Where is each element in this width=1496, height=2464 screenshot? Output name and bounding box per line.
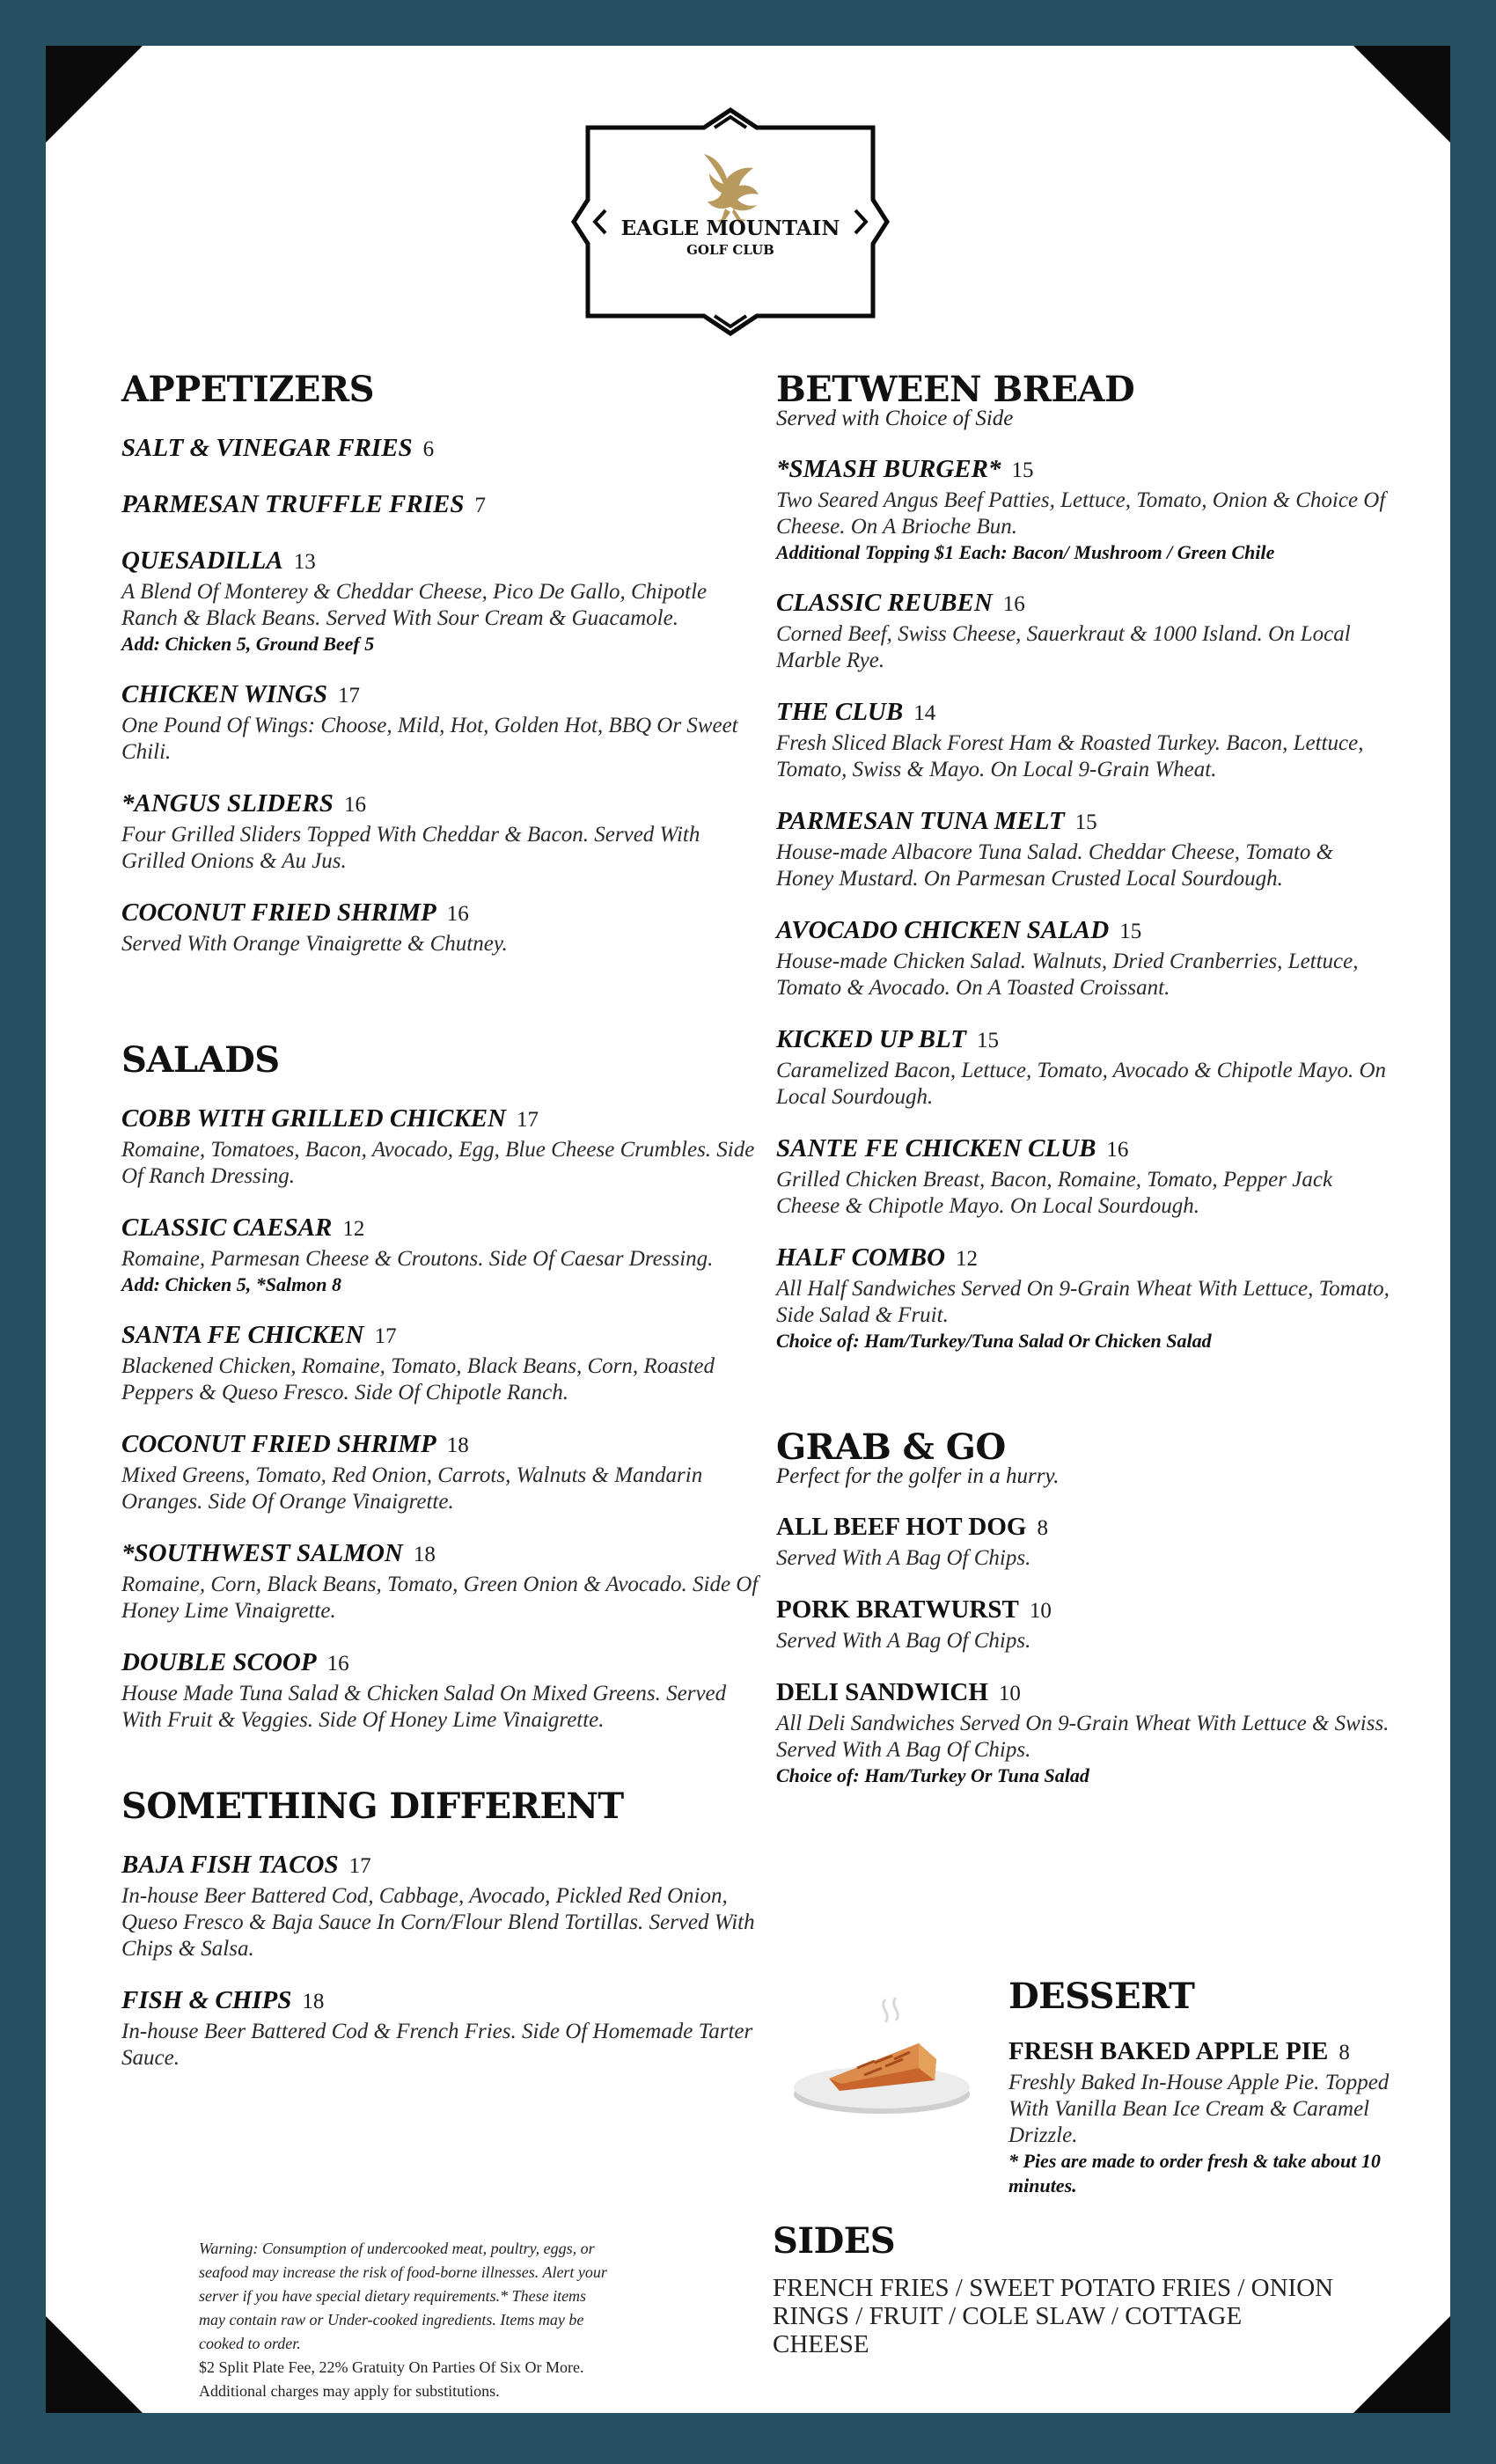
item-description: Served With A Bag Of Chips.: [776, 1546, 1031, 1570]
fee-text: $2 Split Plate Fee, 22% Gratuity On Parties Of Six Or More. Additional charges may apply for substitutions.: [199, 2358, 584, 2400]
club-logo: [554, 103, 906, 341]
item-name: PORK BRATWURST: [776, 1595, 1019, 1624]
item-name: *ANGUS SLIDERS: [121, 789, 334, 818]
item-description: Caramelized Bacon, Lettuce, Tomato, Avocado & Chipotle Mayo. On Local Sourdough.: [776, 1059, 1386, 1109]
item-description: A Blend Of Monterey & Cheddar Cheese, Pico De Gallo, Chipotle Ranch & Black Beans. Served With Sour Cream & Guacamole.: [121, 580, 708, 630]
item-description: All Half Sandwiches Served On 9-Grain Wheat With Lettuce, Tomato, Side Salad & Fruit.: [776, 1277, 1390, 1327]
item-name: *SMASH BURGER*: [776, 455, 1001, 483]
appetizers-section: [121, 370, 759, 957]
item-description: Corned Beef, Swiss Cheese, Sauerkraut & 1000 Island. On Local Marble Rye.: [776, 622, 1351, 672]
between-bread-section: [776, 370, 1392, 1353]
corner-decoration: [1353, 46, 1450, 143]
section-subtitle: Served with Choice of Side: [776, 407, 1014, 430]
item-price: 10: [998, 1682, 1021, 1705]
menu-item: [776, 1677, 1392, 1788]
item-note: Additional Topping $1 Each: Bacon/ Mushroom / Green Chile: [776, 541, 1275, 563]
item-name: PARMESAN TRUFFLE FRIES: [121, 490, 465, 518]
item-name: AVOCADO CHICKEN SALAD: [776, 916, 1110, 944]
section-title: SALADS: [121, 1039, 280, 1081]
item-price: 15: [976, 1029, 999, 1052]
menu-item: [776, 915, 1392, 1001]
item-note: Choice of: Ham/Turkey/Tuna Salad Or Chicken Salad: [776, 1330, 1212, 1352]
menu-item: [121, 1647, 759, 1734]
item-name: THE CLUB: [776, 698, 904, 726]
item-description: House Made Tuna Salad & Chicken Salad On Mixed Greens. Served With Fruit & Veggies. Side Of Honey Lime Vinaigrette.: [121, 1682, 727, 1732]
section-title: SIDES: [773, 2220, 896, 2262]
item-price: 10: [1029, 1599, 1052, 1623]
item-description: All Deli Sandwiches Served On 9-Grain Wheat With Lettuce & Swiss. Served With A Bag Of Chips.: [776, 1712, 1390, 1762]
item-note: Choice of: Ham/Turkey Or Tuna Salad: [776, 1764, 1089, 1786]
item-price: 16: [343, 793, 366, 817]
section-title: SOMETHING DIFFERENT: [121, 1786, 624, 1827]
menu-item: [776, 1243, 1392, 1353]
menu-item: [776, 697, 1392, 783]
item-name: BAJA FISH TACOS: [121, 1851, 339, 1879]
item-description: One Pound Of Wings: Choose, Mild, Hot, Golden Hot, BBQ Or Sweet Chili.: [121, 714, 738, 764]
menu-item: [776, 454, 1392, 565]
item-price: 17: [374, 1324, 397, 1348]
item-price: 15: [1011, 458, 1034, 482]
section-subtitle: Perfect for the golfer in a hurry.: [776, 1464, 1060, 1488]
corner-decoration: [46, 2316, 143, 2413]
item-description: Served With Orange Vinaigrette & Chutney.: [121, 932, 508, 956]
item-note: * Pies are made to order fresh & take about 10 minutes.: [1008, 2150, 1381, 2196]
item-price: 18: [302, 1990, 325, 2013]
item-note: Add: Chicken 5, Ground Beef 5: [121, 633, 375, 655]
menu-item: [121, 1104, 759, 1190]
item-description: Four Grilled Sliders Topped With Cheddar & Bacon. Served With Grilled Onions & Au Jus.: [121, 823, 700, 873]
menu-item: [121, 788, 759, 875]
menu-item: [121, 679, 759, 766]
item-description: Fresh Sliced Black Forest Ham & Roasted Turkey. Bacon, Lettuce, Tomato, Swiss & Mayo. On Local 9-Grain Wheat.: [776, 731, 1364, 781]
item-description: Freshly Baked In-House Apple Pie. Topped With Vanilla Bean Ice Cream & Caramel Drizzle.: [1008, 2071, 1390, 2147]
section-title: DESSERT: [1008, 1976, 1195, 2017]
menu-item: [1008, 2036, 1396, 2198]
item-description: In-house Beer Battered Cod & French Fries. Side Of Homemade Tarter Sauce.: [121, 2020, 753, 2070]
menu-item: [121, 1538, 759, 1624]
menu-item: [121, 1213, 759, 1297]
item-name: FISH & CHIPS: [121, 1986, 292, 2014]
dessert-section: [1008, 1976, 1396, 2198]
item-description: In-house Beer Battered Cod, Cabbage, Avocado, Pickled Red Onion, Queso Fresco & Baja Sauce In Corn/Flour Blend Tortillas. Served With Chips & Salsa.: [121, 1884, 755, 1961]
salads-section: [121, 1040, 759, 1734]
item-price: 12: [342, 1217, 365, 1241]
menu-item: [121, 898, 759, 957]
item-name: SALT & VINEGAR FRIES: [121, 434, 413, 462]
menu-item: [121, 1429, 759, 1515]
item-description: Mixed Greens, Tomato, Red Onion, Carrots, Walnuts & Mandarin Oranges. Side Of Orange Vinaigrette.: [121, 1463, 703, 1514]
left-column: [121, 370, 759, 2072]
item-price: 18: [446, 1434, 469, 1457]
item-price: 8: [1338, 2041, 1350, 2064]
item-price: 17: [337, 684, 360, 708]
item-description: Grilled Chicken Breast, Bacon, Romaine, Tomato, Pepper Jack Cheese & Chipotle Mayo. On Local Sourdough.: [776, 1168, 1333, 1218]
item-price: 13: [293, 550, 316, 574]
menu-item: [776, 1512, 1392, 1572]
menu-item: [121, 1850, 759, 1962]
menu-item: [121, 489, 759, 523]
item-name: *SOUTHWEST SALMON: [121, 1539, 403, 1567]
section-title: APPETIZERS: [121, 369, 374, 410]
item-description: Blackened Chicken, Romaine, Tomato, Black Beans, Corn, Roasted Peppers & Queso Fresco. Side Of Chipotle Ranch.: [121, 1354, 715, 1404]
menu-item: [121, 1320, 759, 1406]
menu-item: [121, 433, 759, 466]
menu-item: [776, 588, 1392, 674]
section-title: GRAB & GO: [776, 1426, 1006, 1468]
logo-line2: GOLF CLUB: [686, 242, 774, 258]
item-name: ALL BEEF HOT DOG: [776, 1513, 1027, 1541]
item-name: COBB WITH GRILLED CHICKEN: [121, 1104, 506, 1133]
item-name: PARMESAN TUNA MELT: [776, 807, 1065, 835]
item-name: CLASSIC CAESAR: [121, 1214, 333, 1242]
item-price: 15: [1119, 920, 1142, 943]
menu-item: [776, 1024, 1392, 1111]
item-description: House-made Chicken Salad. Walnuts, Dried Cranberries, Lettuce, Tomato & Avocado. On A Toasted Croissant.: [776, 950, 1359, 1000]
section-title: BETWEEN BREAD: [776, 369, 1135, 410]
right-column: [776, 370, 1392, 1788]
item-price: 12: [956, 1247, 979, 1271]
item-name: SANTE FE CHICKEN CLUB: [776, 1134, 1096, 1162]
item-name: DOUBLE SCOOP: [121, 1648, 317, 1676]
item-price: 16: [446, 902, 469, 926]
warning-text: Warning: Consumption of undercooked meat, poultry, eggs, or seafood may increase the risk of food-borne illnesses. Alert your server if you have special dietary requirements.* These items may contain raw or Under-cooked ingredients. Items may be cooked to order.: [199, 2240, 607, 2352]
corner-decoration: [1353, 2316, 1450, 2413]
item-description: House-made Albacore Tuna Salad. Cheddar Cheese, Tomato & Honey Mustard. On Parmesan Crusted Local Sourdough.: [776, 840, 1334, 891]
item-name: HALF COMBO: [776, 1243, 946, 1272]
item-price: 14: [913, 701, 936, 725]
item-description: Romaine, Tomatoes, Bacon, Avocado, Egg, Blue Cheese Crumbles. Side Of Ranch Dressing.: [121, 1138, 755, 1188]
item-name: SANTA FE CHICKEN: [121, 1321, 364, 1349]
menu-item: [121, 1985, 759, 2072]
item-price: 6: [422, 437, 435, 461]
item-description: Two Seared Angus Beef Patties, Lettuce, Tomato, Onion & Choice Of Cheese. On A Brioche Bun.: [776, 488, 1386, 539]
sides-list: FRENCH FRIES / SWEET POTATO FRIES / ONION RINGS / FRUIT / COLE SLAW / COTTAGE CHEESE: [773, 2274, 1334, 2358]
item-description: Romaine, Corn, Black Beans, Tomato, Green Onion & Avocado. Side Of Honey Lime Vinaigrette.: [121, 1573, 759, 1623]
apple-pie-image: [787, 1982, 977, 2131]
item-name: COCONUT FRIED SHRIMP: [121, 898, 436, 927]
item-price: 16: [1002, 592, 1025, 616]
menu-item: [776, 1595, 1392, 1654]
warning-notice: [199, 2237, 612, 2403]
corner-decoration: [46, 46, 143, 143]
something-different-section: [121, 1786, 759, 2072]
item-name: DELI SANDWICH: [776, 1678, 988, 1706]
logo-line1: EAGLE MOUNTAIN: [620, 216, 840, 240]
item-name: QUESADILLA: [121, 546, 283, 575]
item-price: 15: [1074, 810, 1097, 834]
item-price: 8: [1037, 1516, 1048, 1540]
item-price: 16: [326, 1652, 349, 1676]
menu-page: [46, 46, 1450, 2413]
item-price: 17: [348, 1854, 371, 1878]
item-name: KICKED UP BLT: [776, 1025, 966, 1053]
menu-item: [776, 1133, 1392, 1220]
item-name: CHICKEN WINGS: [121, 680, 327, 708]
sides-section: [773, 2221, 1336, 2358]
item-price: 18: [413, 1543, 436, 1566]
item-price: 17: [516, 1108, 539, 1132]
item-name: FRESH BAKED APPLE PIE: [1008, 2037, 1329, 2065]
menu-item: [776, 806, 1392, 892]
menu-item: [121, 546, 759, 656]
item-price: 16: [1106, 1138, 1129, 1162]
grab-go-section: [776, 1427, 1392, 1788]
item-name: CLASSIC REUBEN: [776, 589, 993, 617]
item-note: Add: Chicken 5, *Salmon 8: [121, 1273, 341, 1295]
item-description: Served With A Bag Of Chips.: [776, 1629, 1031, 1653]
item-name: COCONUT FRIED SHRIMP: [121, 1430, 436, 1458]
item-description: Romaine, Parmesan Cheese & Croutons. Side Of Caesar Dressing.: [121, 1247, 714, 1271]
item-price: 7: [474, 494, 486, 517]
